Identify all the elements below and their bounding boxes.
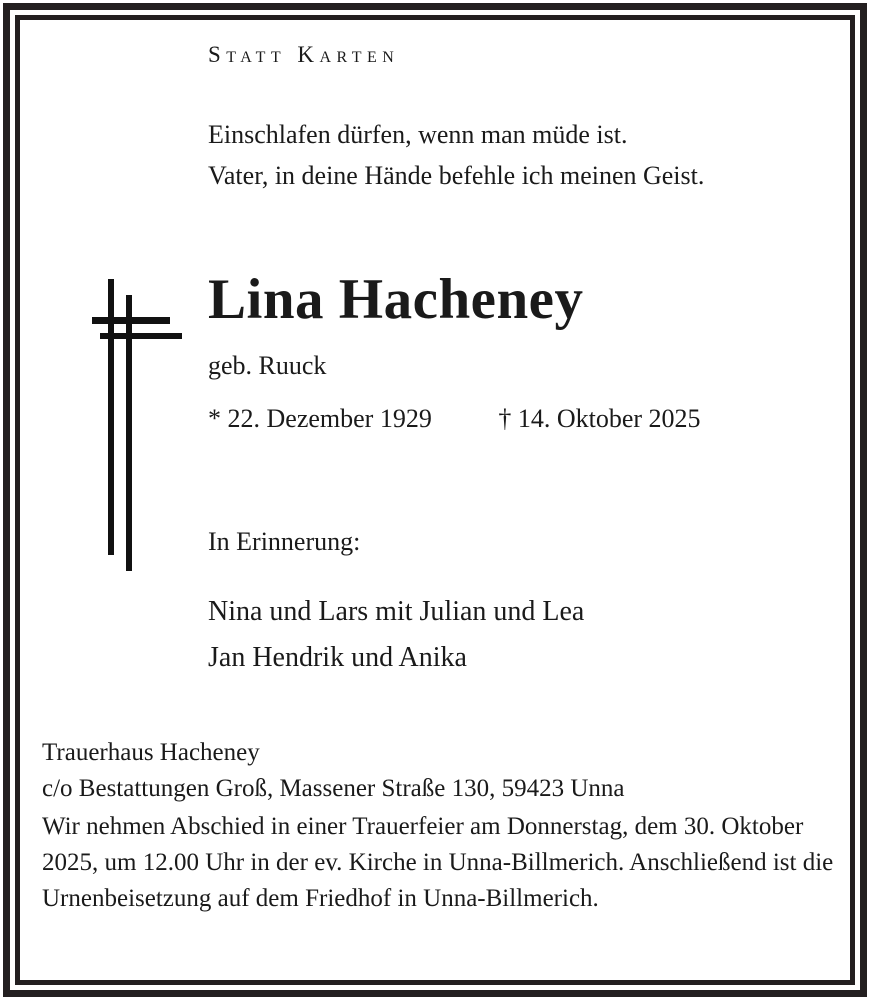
verse-line-1: Einschlafen dürfen, wenn man müde ist. [208, 120, 628, 149]
maiden-name: geb. Ruuck [208, 351, 327, 380]
birth-date: * 22. Dezember 1929 [208, 404, 432, 433]
funeral-home-address: c/o Bestattungen Groß, Massener Straße 130, 59423 Unna [42, 775, 625, 802]
cross-icon [70, 265, 200, 585]
life-dates [208, 402, 848, 436]
statt-karten-kicker: Statt Karten [208, 42, 400, 67]
memory-heading: In Erinnerung: [208, 527, 361, 556]
verse-block [208, 114, 704, 196]
memory-block [208, 525, 848, 681]
identity-block [208, 265, 848, 436]
deceased-name: Lina Hacheney [208, 268, 584, 331]
mourner-line: Nina und Lars mit Julian und Lea [208, 596, 585, 627]
funeral-service-details: Wir nehmen Abschied in einer Trauerfeier am Donnerstag, dem 30. Oktober 2025, um 12.00 Uhr in der ev. Kirche in Unna-Billmerich. Anschließend ist die Urnenbeisetzung auf dem Friedhof in Unna-Billmerich. [42, 813, 834, 912]
mourners-list [208, 589, 848, 681]
mourner-line: Jan Hendrik und Anika [208, 642, 467, 673]
mourning-house: Trauerhaus Hacheney [42, 739, 260, 766]
verse-line-2: Vater, in deine Hände befehle ich meinen Geist. [208, 161, 705, 190]
notice-content [20, 20, 850, 980]
arrangements-block [42, 735, 852, 917]
death-date: † 14. Oktober 2025 [498, 404, 701, 433]
